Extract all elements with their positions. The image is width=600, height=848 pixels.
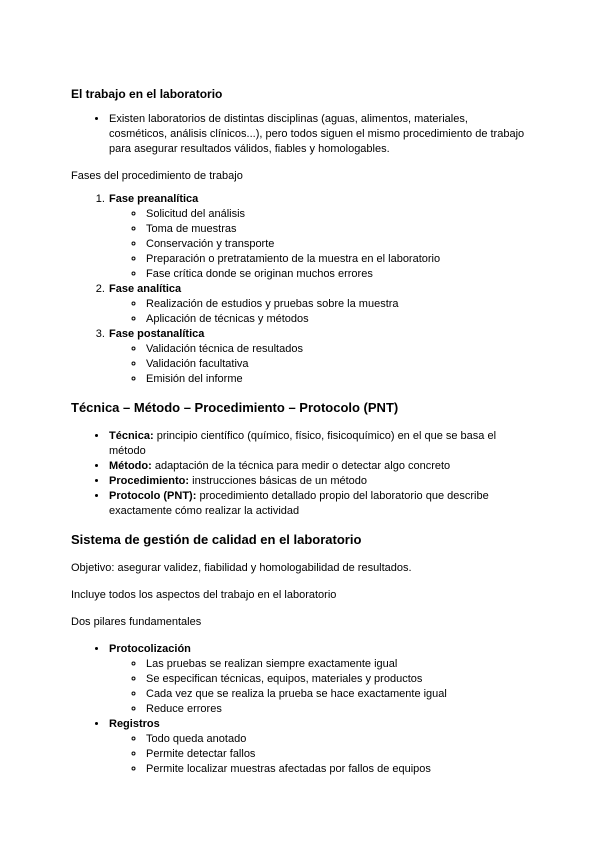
term-label: Procedimiento:	[109, 475, 190, 487]
sub-list-item: ◦ Se especifican técnicas, equipos, materiales y productos	[145, 672, 529, 687]
sub-list-item: ◦ Toma de muestras	[145, 222, 529, 237]
fases-numbered-list	[71, 192, 529, 387]
term-description: adaptación de la técnica para medir o detectar algo concreto	[154, 460, 451, 472]
paragraph-dos-pilares: Dos pilares fundamentales	[71, 616, 202, 628]
sub-list-item: ◦ Cada vez que se realiza la prueba se hace exactamente igual	[145, 687, 529, 702]
list-item	[108, 642, 529, 717]
fase-sub-list	[109, 342, 529, 387]
sub-list-item: ◦ Reduce errores	[145, 702, 529, 717]
sub-list-item: ◦ Permite localizar muestras afectadas por fallos de equipos	[145, 762, 529, 777]
term-label: Protocolo (PNT):	[109, 490, 197, 502]
list-item: • Existen laboratorios de distintas disciplinas (aguas, alimentos, materiales, cosméticos, análisis clínicos...), pero todos siguen el mismo procedimiento de trabajo para asegurar resultados válidos, fiables y homologables.	[108, 112, 529, 157]
pillar-label: Registros	[109, 718, 160, 730]
sub-list-item: ◦ Fase crítica donde se originan muchos errores	[145, 267, 529, 282]
heading-tecnica-metodo: Técnica – Método – Procedimiento – Protocolo (PNT)	[71, 400, 399, 415]
pillar-sub-list	[109, 732, 529, 777]
intro-bullet-list	[71, 112, 529, 157]
term-description: procedimiento detallado propio del laboratorio que describe exactamente cómo realizar la actividad	[109, 490, 489, 517]
fase-label: Fase analítica	[109, 283, 182, 295]
fase-label: Fase postanalítica	[109, 328, 205, 340]
fase-sub-list	[109, 297, 529, 327]
sub-list-item: ◦ Todo queda anotado	[145, 732, 529, 747]
term-label: Método:	[109, 460, 152, 472]
list-item	[108, 474, 529, 489]
term-description: principio científico (químico, físico, fisicoquímico) en el que se basa el método	[109, 430, 497, 457]
sub-list-item: ◦ Conservación y transporte	[145, 237, 529, 252]
list-item	[108, 489, 529, 519]
paragraph-objetivo: Objetivo: asegurar validez, fiabilidad y homologabilidad de resultados.	[71, 562, 412, 574]
sub-list-item: ◦ Realización de estudios y pruebas sobre la muestra	[145, 297, 529, 312]
term-label: Técnica:	[109, 430, 154, 442]
fase-sub-list	[109, 207, 529, 282]
sub-list-item: ◦ Aplicación de técnicas y métodos	[145, 312, 529, 327]
pilares-bullet-list	[71, 642, 529, 777]
heading-sistema-gestion: Sistema de gestión de calidad en el laboratorio	[71, 532, 362, 547]
sub-list-item: ◦ Validación facultativa	[145, 357, 529, 372]
list-item	[108, 429, 529, 459]
sub-list-item: ◦ Las pruebas se realizan siempre exactamente igual	[145, 657, 529, 672]
sub-list-item: ◦ Permite detectar fallos	[145, 747, 529, 762]
list-item	[108, 192, 529, 282]
sub-list-item: ◦ Validación técnica de resultados	[145, 342, 529, 357]
heading-el-trabajo: El trabajo en el laboratorio	[71, 87, 223, 101]
list-item	[108, 717, 529, 777]
sub-list-item: ◦ Emisión del informe	[145, 372, 529, 387]
paragraph-fases-intro: Fases del procedimiento de trabajo	[71, 170, 243, 182]
term-description: instrucciones básicas de un método	[192, 475, 368, 487]
tecnica-bullet-list	[71, 429, 529, 519]
paragraph-incluye: Incluye todos los aspectos del trabajo en el laboratorio	[71, 589, 337, 601]
pillar-sub-list	[109, 657, 529, 717]
list-item	[108, 327, 529, 387]
sub-list-item: ◦ Solicitud del análisis	[145, 207, 529, 222]
list-item	[108, 459, 529, 474]
pillar-label: Protocolización	[109, 643, 191, 655]
sub-list-item: ◦ Preparación o pretratamiento de la muestra en el laboratorio	[145, 252, 529, 267]
list-item	[108, 282, 529, 327]
fase-label: Fase preanalítica	[109, 193, 199, 205]
